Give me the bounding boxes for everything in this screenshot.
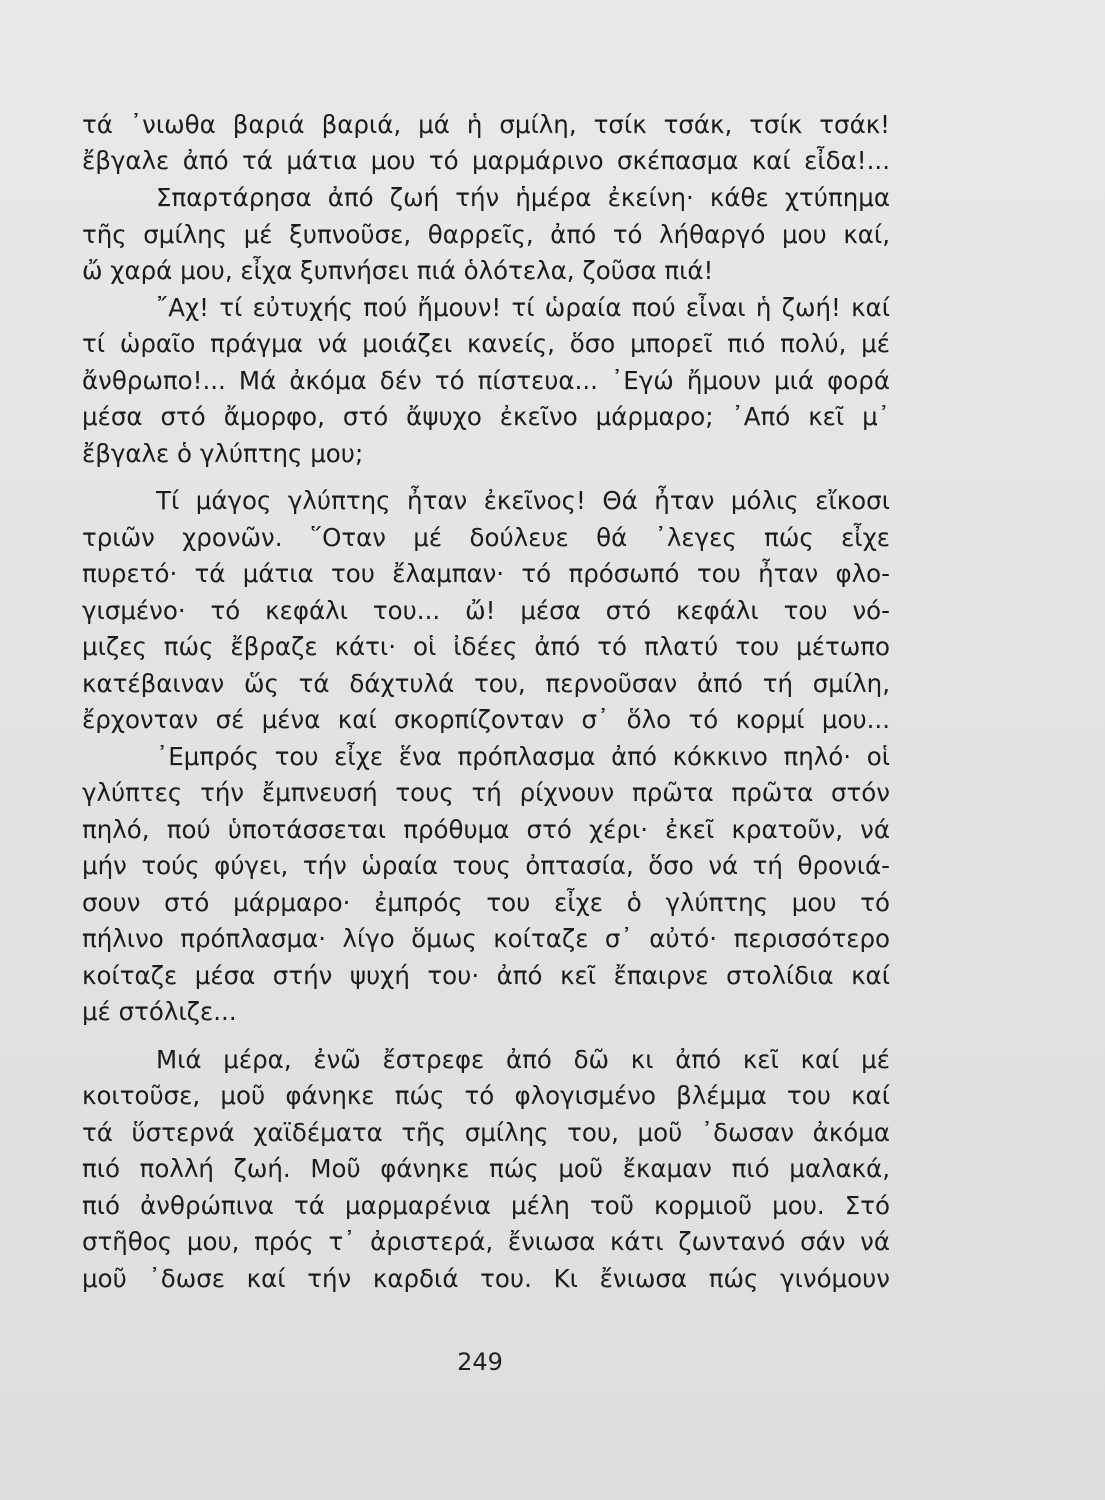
text-line: μιζες πώς ἔβραζε κάτι· οἱ ἰδέες ἀπό τό πλατύ του μέτωπο [82, 632, 890, 661]
text-line: Τί μάγος γλύπτης ἦταν ἐκεῖνος! Θά ἦταν μόλις εἴκοσι [156, 486, 890, 515]
text-line: πυρετό· τά μάτια του ἔλαμπαν· τό πρόσωπό του ἦταν φλο- [82, 559, 890, 588]
text-line: στῆθος μου, πρός τ᾽ ἀριστερά, ἔνιωσα κάτι ζωντανό σάν νά [82, 1227, 890, 1256]
text-line: τά ὕστερνά χαϊδέματα τῆς σμίλης του, μοῦ ᾽δωσαν ἀκόμα [82, 1118, 890, 1147]
text-line: μοῦ ᾽δωσε καί τήν καρδιά του. Κι ἔνιωσα πώς γινόμουν [82, 1264, 890, 1293]
text-line: ἄνθρωπο!... Μά ἀκόμα δέν τό πίστευα... ᾽Εγώ ἤμουν μιά φορά [82, 366, 890, 395]
text-line: μήν τούς φύγει, τήν ὡραία τους ὀπτασία, ὅσο νά τή θρονιά- [82, 851, 890, 880]
text-line: κατέβαιναν ὥς τά δάχτυλά του, περνοῦσαν ἀπό τή σμίλη, [82, 669, 890, 698]
text-line: γλύπτες τήν ἔμπνευσή τους τή ρίχνουν πρῶτα πρῶτα στόν [82, 778, 890, 807]
text-line: πηλό, πού ὑποτάσσεται πρόθυμα στό χέρι· ἐκεῖ κρατοῦν, νά [82, 815, 890, 844]
text-line: Μιά μέρα, ἐνῶ ἔστρεφε ἀπό δῶ κι ἀπό κεῖ καί μέ [156, 1045, 890, 1074]
text-line: κοιτοῦσε, μοῦ φάνηκε πώς τό φλογισμένο βλέμμα του καί [82, 1081, 890, 1110]
text-line: σουν στό μάρμαρο· ἐμπρός του εἶχε ὁ γλύπτης μου τό [82, 888, 890, 917]
text-line: ἔρχονταν σέ μένα καί σκορπίζονταν σ᾽ ὅλο τό κορμί μου... [82, 705, 890, 734]
text-line: ῎Αχ! τί εὐτυχής πού ἤμουν! τί ὡραία πού εἶναι ἡ ζωή! καί [156, 293, 890, 322]
page-number: 249 [457, 1348, 503, 1376]
text-line: ἔβγαλε ὁ γλύπτης μου; [82, 439, 364, 468]
text-line: ὤ χαρά μου, εἶχα ξυπνήσει πιά ὁλότελα, ζοῦσα πιά! [82, 256, 714, 285]
text-line: τῆς σμίλης μέ ξυπνοῦσε, θαρρεῖς, ἀπό τό λήθαργό μου καί, [82, 220, 890, 249]
text-line: τί ὡραῖο πράγμα νά μοιάζει κανείς, ὅσο μπορεῖ πιό πολύ, μέ [82, 329, 890, 358]
text-line: πήλινο πρόπλασμα· λίγο ὅμως κοίταζε σ᾽ αὐτό· περισσότερο [82, 924, 890, 953]
text-line: μέσα στό ἄμορφο, στό ἄψυχο ἐκεῖνο μάρμαρο; ᾽Από κεῖ μ᾽ [82, 402, 890, 431]
text-line: ᾽Εμπρός του εἶχε ἕνα πρόπλασμα ἀπό κόκκινο πηλό· οἱ [156, 742, 890, 771]
text-line: πιό πολλή ζωή. Μοῦ φάνηκε πώς μοῦ ἔκαμαν πιό μαλακά, [82, 1154, 890, 1183]
text-line: τά ᾽νιωθα βαριά βαριά, μά ἡ σμίλη, τσίκ τσάκ, τσίκ τσάκ! [82, 110, 890, 139]
text-line: ἔβγαλε ἀπό τά μάτια μου τό μαρμάρινο σκέπασμα καί εἶδα!... [82, 146, 890, 175]
text-line: Σπαρτάρησα ἀπό ζωή τήν ἡμέρα ἐκείνη· κάθε χτύπημα [156, 183, 890, 212]
text-line: γισμένο· τό κεφάλι του... ὤ! μέσα στό κεφάλι του νό- [82, 596, 890, 625]
text-line: μέ στόλιζε... [82, 997, 237, 1026]
text-line: τριῶν χρονῶν. ῞Οταν μέ δούλευε θά ᾽λεγες πώς εἶχε [82, 523, 890, 552]
text-line: κοίταζε μέσα στήν ψυχή του· ἀπό κεῖ ἔπαιρνε στολίδια καί [82, 961, 890, 990]
text-line: πιό ἀνθρώπινα τά μαρμαρένια μέλη τοῦ κορμιοῦ μου. Στό [82, 1191, 890, 1220]
